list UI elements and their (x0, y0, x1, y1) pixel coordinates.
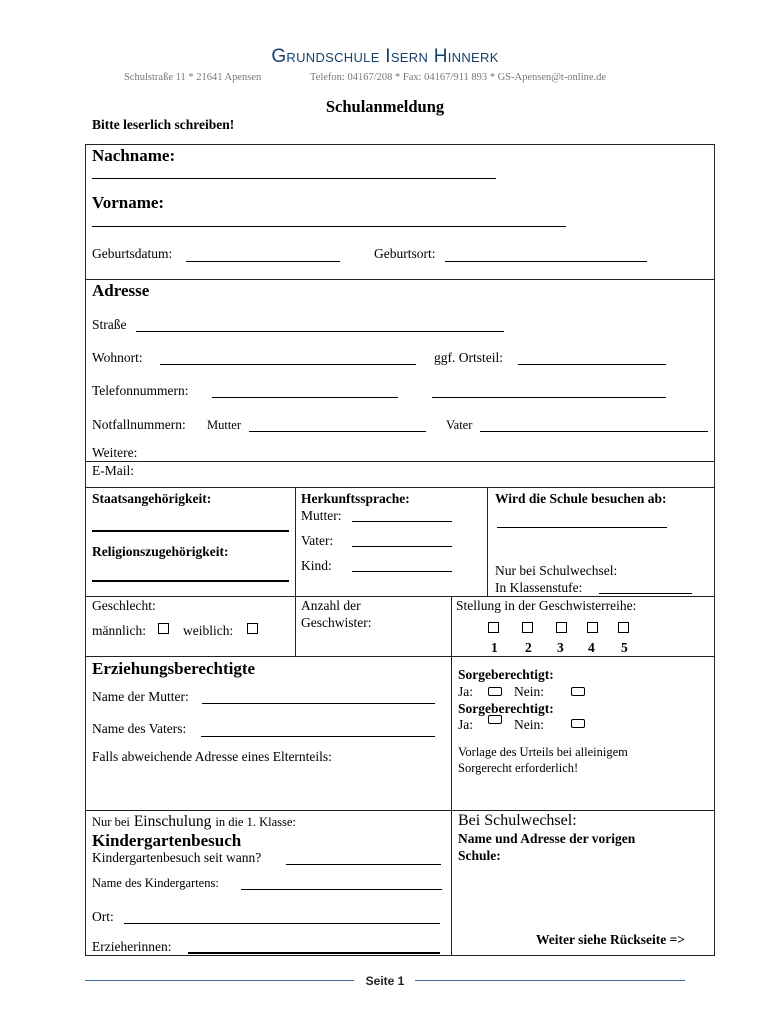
guardian-mother-label: Name der Mutter: (92, 689, 189, 704)
kindergarten-place-label: Ort: (92, 909, 114, 924)
sibling-position-number: 3 (557, 640, 564, 655)
firstname-input-line[interactable] (92, 226, 566, 227)
email-label: E-Mail: (92, 463, 134, 478)
language-father-input-line[interactable] (352, 546, 452, 547)
visit-start-label: Wird die Schule besuchen ab: (495, 491, 667, 506)
phone-input-line-1[interactable] (212, 397, 398, 398)
sibling-position-checkbox[interactable] (556, 622, 567, 633)
kindergarten-name-input-line[interactable] (241, 889, 442, 890)
kindergarten-since-input-line[interactable] (286, 864, 441, 865)
custody-label-1: Sorgeberechtigt: (458, 667, 554, 682)
sibling-position-checkbox[interactable] (587, 622, 598, 633)
page-title: Schulanmeldung (325, 97, 445, 116)
emergency-mother-label: Mutter (207, 418, 242, 432)
custody-yes-label: Ja: (458, 717, 473, 732)
emergency-label: Notfallnummern: (92, 417, 186, 432)
emergency-father-label: Vater (446, 418, 473, 432)
lastname-label: Nachname: (92, 146, 176, 165)
guardian-father-label: Name des Vaters: (92, 721, 187, 736)
district-label: ggf. Ortsteil: (434, 350, 503, 365)
street-label: Straße (92, 317, 127, 332)
custody-father-yes-checkbox[interactable] (488, 715, 502, 724)
more-numbers-label: Weitere: (92, 445, 138, 460)
sibling-position-checkbox[interactable] (522, 622, 533, 633)
sibling-position-number: 1 (491, 640, 498, 655)
gender-female-checkbox[interactable] (247, 623, 258, 634)
custody-no-label: Nein: (514, 717, 544, 732)
phone-input-line-2[interactable] (432, 397, 666, 398)
continue-overleaf-note: Weiter siehe Rückseite => (536, 932, 685, 947)
city-input-line[interactable] (160, 364, 416, 365)
sibling-position-checkbox[interactable] (618, 622, 629, 633)
legibility-hint: Bitte leserlich schreiben! (92, 117, 235, 132)
school-contact: Telefon: 04167/208 * Fax: 04167/911 893 * GS-Apensen@t-online.de (310, 72, 607, 83)
gender-male-checkbox[interactable] (158, 623, 169, 634)
col-divider-1 (295, 487, 296, 656)
custody-mother-no-checkbox[interactable] (571, 687, 585, 696)
emergency-father-input-line[interactable] (480, 431, 708, 432)
emergency-mother-input-line[interactable] (249, 431, 426, 432)
language-child-label: Kind: (301, 558, 332, 573)
nationality-label: Staatsangehörigkeit: (92, 491, 212, 506)
religion-label: Religionszugehörigkeit: (92, 544, 229, 559)
gender-male-label: männlich: (92, 623, 146, 638)
divider-kindergarten (85, 810, 715, 811)
nationality-input-line[interactable] (92, 530, 289, 532)
birthplace-input-line[interactable] (445, 261, 647, 262)
guardians-heading: Erziehungsberechtigte (92, 659, 256, 678)
transfer-note: Nur bei Schulwechsel: (495, 563, 618, 578)
address-heading: Adresse (92, 281, 150, 300)
divider-email (85, 461, 715, 462)
language-mother-input-line[interactable] (352, 521, 452, 522)
kindergarten-intro (92, 813, 296, 831)
sibling-position-checkbox[interactable] (488, 622, 499, 633)
custody-no-label: Nein: (514, 684, 544, 699)
previous-school-label-2: Schule: (458, 848, 501, 863)
street-input-line[interactable] (136, 331, 504, 332)
custody-note-2: Sorgerecht erforderlich! (458, 761, 579, 775)
kindergarten-intro-suffix: in die 1. Klasse: (215, 815, 296, 829)
divider-gender (85, 596, 715, 597)
kindergarten-place-input-line[interactable] (124, 923, 440, 924)
school-address: Schulstraße 11 * 21641 Apensen (124, 72, 262, 83)
sibling-count-label-2: Geschwister: (301, 615, 372, 630)
custody-note-1: Vorlage des Urteils bei alleinigem (458, 745, 628, 759)
kindergarten-intro-prefix: Nur bei (92, 815, 130, 829)
religion-input-line[interactable] (92, 580, 289, 582)
divider-guardians (85, 656, 715, 657)
language-mother-label: Mutter: (301, 508, 342, 523)
kindergarten-name-label: Name des Kindergartens: (92, 876, 219, 890)
language-label: Herkunftssprache: (301, 491, 410, 506)
previous-school-label-1: Name und Adresse der vorigen (458, 831, 636, 846)
kindergarten-heading: Kindergartenbesuch (92, 831, 242, 850)
grade-label: In Klassenstufe: (495, 580, 583, 595)
kindergarten-teachers-input-line[interactable] (188, 952, 440, 954)
gender-label: Geschlecht: (92, 598, 156, 613)
grade-input-line[interactable] (599, 593, 692, 594)
col-divider-3 (451, 596, 452, 956)
phone-label: Telefonnummern: (92, 383, 189, 398)
language-child-input-line[interactable] (352, 571, 452, 572)
firstname-label: Vorname: (92, 193, 165, 212)
school-name: Grundschule Isern Hinnerk (271, 46, 499, 67)
custody-yes-label: Ja: (458, 684, 473, 699)
birthdate-input-line[interactable] (186, 261, 340, 262)
kindergarten-teachers-label: Erzieherinnen: (92, 939, 172, 954)
transfer-heading: Bei Schulwechsel: (458, 812, 577, 829)
gender-female-label: weiblich: (183, 623, 234, 638)
city-label: Wohnort: (92, 350, 143, 365)
birthdate-label: Geburtsdatum: (92, 246, 173, 261)
sibling-position-label: Stellung in der Geschwisterreihe: (456, 598, 637, 613)
birthplace-label: Geburtsort: (374, 246, 436, 261)
other-address-label: Falls abweichende Adresse eines Elternteils: (92, 749, 332, 764)
guardian-father-input-line[interactable] (201, 736, 435, 737)
district-input-line[interactable] (518, 364, 666, 365)
sibling-count-label-1: Anzahl der (301, 598, 361, 613)
kindergarten-intro-enrollment: Einschulung (133, 813, 212, 830)
page-number: Seite 1 (365, 974, 405, 988)
divider-origin (85, 487, 715, 488)
col-divider-2 (487, 487, 488, 596)
custody-father-no-checkbox[interactable] (571, 719, 585, 728)
visit-start-input-line[interactable] (497, 527, 667, 528)
guardian-mother-input-line[interactable] (202, 703, 435, 704)
language-father-label: Vater: (301, 533, 334, 548)
kindergarten-since-label: Kindergartenbesuch seit wann? (92, 850, 262, 865)
sibling-position-number: 2 (525, 640, 532, 655)
custody-mother-yes-checkbox[interactable] (488, 687, 502, 696)
sibling-position-number: 4 (588, 640, 595, 655)
divider-address (85, 279, 715, 280)
lastname-input-line[interactable] (92, 178, 496, 179)
custody-label-2: Sorgeberechtigt: (458, 701, 554, 716)
sibling-position-number: 5 (621, 640, 628, 655)
